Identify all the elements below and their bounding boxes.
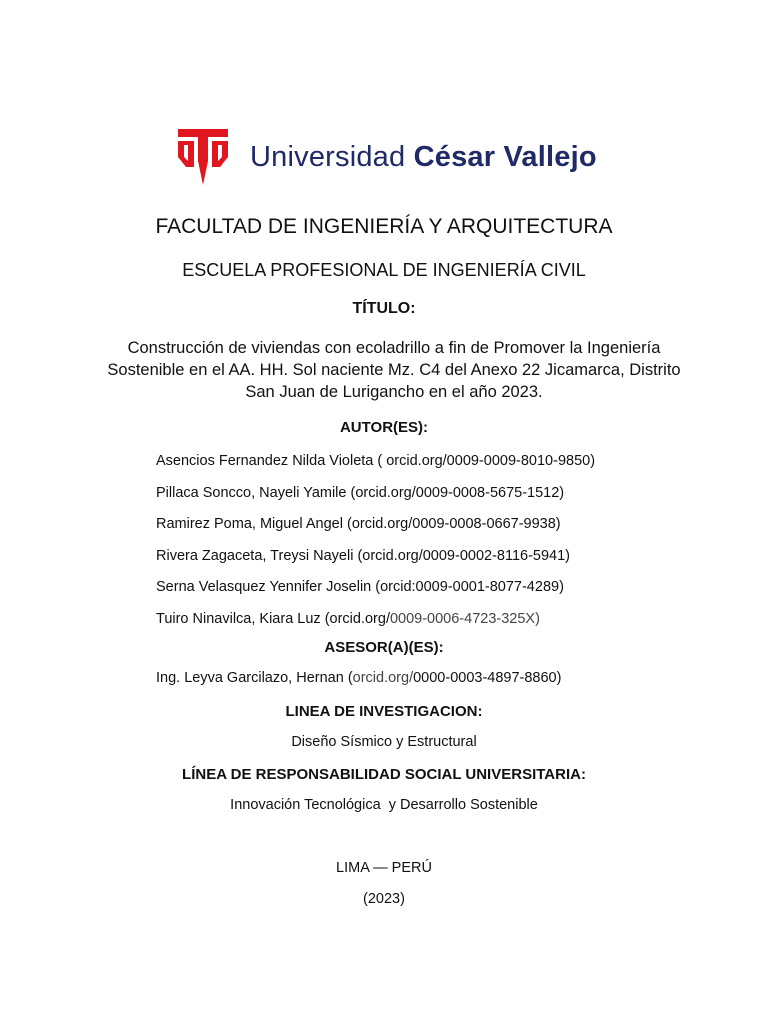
research-line-value: Diseño Sísmico y Estructural [291, 734, 477, 750]
university-name-bold: César Vallejo [413, 140, 597, 173]
author-name: Tuiro Ninavilca, Kiara Luz (orcid.org/ [156, 610, 390, 627]
university-shield-icon [176, 127, 230, 187]
authors-list [156, 450, 595, 639]
advisor-orcid-prefix: orcid.org/ [352, 670, 414, 686]
rsu-label: LÍNEA DE RESPONSABILIDAD SOCIAL UNIVERSITARIA: [182, 766, 586, 783]
year: (2023) [363, 891, 405, 907]
university-logo [176, 127, 597, 187]
author-orcid: 0009-0006-4723-325X) [389, 610, 540, 627]
author-row: Asencios Fernandez Nilda Violeta ( orcid.org/0009-0009-8010-9850) [156, 453, 596, 469]
university-name-regular: Universidad [250, 140, 414, 173]
authors-label: AUTOR(ES): [339, 419, 429, 436]
faculty-heading: FACULTAD DE INGENIERÍA Y ARQUITECTURA [155, 215, 613, 238]
author-row [156, 608, 595, 640]
advisor-name: Ing. Leyva Garcilazo, Hernan ( [156, 670, 353, 686]
rsu-value: Innovación Tecnológica y Desarrollo Sostenible [230, 797, 538, 813]
thesis-title: Construcción de viviendas con ecoladrillo a fin de Promover la Ingeniería Sostenible en el AA. HH. Sol naciente Mz. C4 del Anexo 22 Jicamarca, Distrito San Juan de Lurigancho en el año 2023. [107, 339, 681, 401]
advisor-orcid-id: 0000-0003-4897-8860) [413, 670, 562, 686]
title-label: TÍTULO: [352, 300, 416, 317]
advisor-label: ASESOR(A)(ES): [324, 639, 444, 656]
author-row: Pillaca Soncco, Nayeli Yamile (orcid.org/0009-0008-5675-1512) [156, 484, 565, 501]
school-heading: ESCUELA PROFESIONAL DE INGENIERÍA CIVIL [182, 260, 586, 280]
author-row: Serna Velasquez Yennifer Joselin (orcid:0009-0001-8077-4289) [156, 579, 564, 595]
advisor-row [156, 670, 561, 686]
author-row: Ramirez Poma, Miguel Angel (orcid.org/0009-0008-0667-9938) [156, 516, 561, 532]
city-country: LIMA — PERÚ [336, 860, 432, 876]
university-name [250, 141, 597, 174]
author-row: Rivera Zagaceta, Treysi Nayeli (orcid.org/0009-0002-8116-5941) [156, 547, 571, 564]
research-line-label: LINEA DE INVESTIGACION: [285, 703, 483, 720]
